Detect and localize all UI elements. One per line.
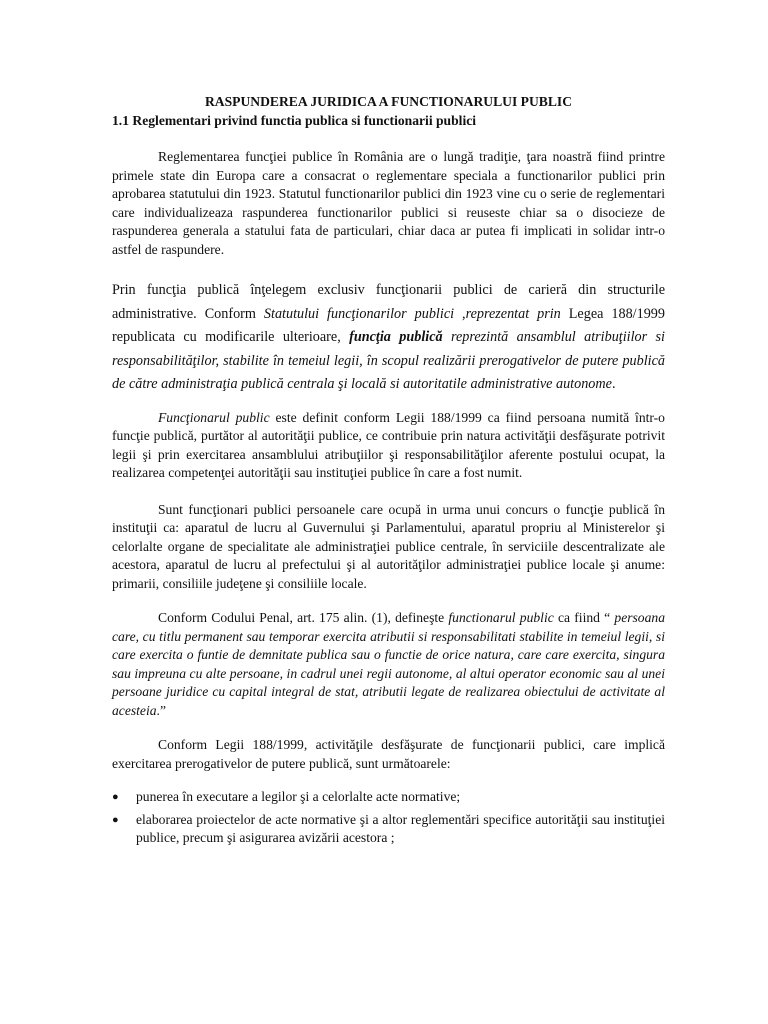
paragraph-functia-publica <box>112 279 665 397</box>
text-run: este definit conform Legii 188/1999 ca fiind persoana numită într-o funcţie publică, purtător al autorităţii publice, ce contribuie prin natura activităţii desfăşurate potrivit legii şi prin exercitarea ansamblului atribuţiilor şi responsabilităţilor aferente postului ocupat, la realizarea competenţei autorităţii sau instituţiei publice în care a fost numit. <box>112 409 665 480</box>
list-item-text: punerea în executare a legilor şi a celorlalte acte normative; <box>136 789 461 804</box>
bold-italic-term: funcţia publică <box>349 329 443 345</box>
paragraph-intro: Reglementarea funcţiei publice în România are o lungă tradiţie, ţara noastră fiind printre primele state din Europa care a consacrat o reglementare speciala a functionarilor publici prin aprobarea statutului din 1923. Statutul functionarilor publici din 1923 vine cu o serie de reglementari care individualizeaza raspunderea functionarilor publici si reuseste chiar sa o disocieze de raspunderea generala a statului fata de particulari, chiar daca ar putea fi implicati in solidar intr-o astfel de raspundere. <box>112 149 665 257</box>
list-item <box>112 788 665 807</box>
text-run: .” <box>156 702 166 718</box>
italic-run: Statutului funcţionarilor publici ,reprezentat prin <box>263 305 561 322</box>
italic-quote: persoana care, cu titlu permanent sau temporar exercita atributii si responsabilitati stabilite in temeiul legii, si care exercita o funtie de demnitate publica sau o functie de orice natura, care care exercita, singura sau impreuna cu alte persoane, in cadrul unei regii autonome, al altui operator economic sau al unei persoane juridice cu capital integral de stat, atributii legate de realizarea obiectului de activitate al acesteia <box>112 610 665 718</box>
list-item <box>112 811 665 848</box>
list-item-text: elaborarea proiectelor de acte normative şi a altor reglementări specifice autorităţii sau instituţiei publice, precum şi asigurarea avizării acestora ; <box>136 811 665 845</box>
document-body <box>112 92 665 852</box>
bullet-icon: ● <box>112 791 119 803</box>
text-run: Prin funcţia publică înţelegem exclusiv funcţionarii publici de carieră din structurile administrative. Conform <box>112 282 665 322</box>
text-run: ca fiind “ <box>553 610 615 625</box>
paragraph-cod-penal <box>112 609 665 720</box>
paragraph-functionarul-public <box>112 409 665 483</box>
bullet-icon: ● <box>112 813 119 826</box>
text-run: Legea 188/1999 republicata cu modificarile ulterioare, <box>112 305 665 345</box>
section-heading: 1.1 Reglementari privind functia publica si functionarii publici <box>112 113 477 128</box>
text-run: Conform Codului Penal, art. 175 alin. (1), defineşte <box>158 610 449 625</box>
document-title: RASPUNDEREA JURIDICA A FUNCTIONARULUI PUBLIC <box>204 94 573 109</box>
text-run: . <box>611 376 616 392</box>
italic-term: Funcţionarul public <box>158 409 270 425</box>
italic-term: functionarul public <box>448 610 554 625</box>
bullet-list <box>112 788 665 848</box>
paragraph-activitati: Conform Legii 188/1999, activităţile desfăşurate de funcţionarii publici, care implică exercitarea prerogativelor de putere publică, sunt următoarele: <box>112 737 665 771</box>
italic-run: reprezintă ansamblul atribuţiilor si responsabilităţilor, stabilite în temeiul legii, în scopul realizării prerogativelor de putere publică de către administraţia publică centrala şi locală si autoritatile administrative autonome <box>112 329 665 392</box>
paragraph-institutii: Sunt funcţionari publici persoanele care ocupă in urma unui concurs o funcţie publică în instituţii ca: aparatul de lucru al Guvernului şi Parlamentului, aparatul propriu al Ministerelor şi celorlalte organe de specialitate ale administraţiei publice centrale, în serviciile descentralizate ale acestora, aparatul de lucru al prefectului şi al autorităţilor administraţiei publice locale şi anume: primarii, consiliile judeţene şi consiliile locale. <box>112 501 665 591</box>
